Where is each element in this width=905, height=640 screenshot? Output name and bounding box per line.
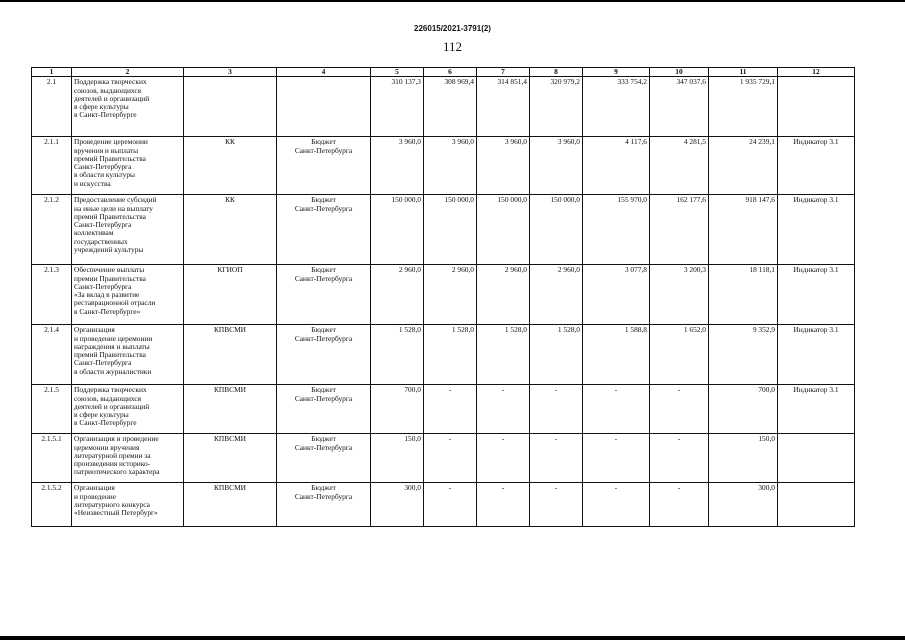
value-col-8: 2 960,0: [530, 265, 583, 325]
page-number: 112: [442, 39, 463, 54]
table-row: [32, 195, 855, 265]
column-header-9: 9: [583, 68, 650, 77]
value-col-7: 1 528,0: [477, 325, 530, 385]
value-col-11: 918 147,6: [709, 195, 778, 265]
value-col-7: 150 000,0: [477, 195, 530, 265]
value-col-7: 3 960,0: [477, 137, 530, 195]
indicator: Индикатор 3.1: [778, 265, 855, 325]
value-col-7: -: [477, 385, 530, 434]
value-col-11: 1 935 729,1: [709, 77, 778, 137]
value-col-5: 2 960,0: [371, 265, 424, 325]
value-col-6: 150 000,0: [424, 195, 477, 265]
event-name: Проведение церемонии вручения и выплаты премий Правительства Санкт-Петербурга в области культуры и искусства: [72, 137, 184, 195]
value-col-8: 1 528,0: [530, 325, 583, 385]
executor: КПВСМИ: [184, 483, 277, 527]
column-header-7: 7: [477, 68, 530, 77]
value-col-10: 347 037,6: [650, 77, 709, 137]
value-col-7: -: [477, 483, 530, 527]
value-col-6: -: [424, 385, 477, 434]
value-col-5: 3 960,0: [371, 137, 424, 195]
funding-source: Бюджет Санкт-Петербурга: [277, 434, 371, 483]
row-number: 2.1: [32, 77, 72, 137]
value-col-10: -: [650, 434, 709, 483]
column-header-6: 6: [424, 68, 477, 77]
value-col-9: 155 970,0: [583, 195, 650, 265]
column-header-5: 5: [371, 68, 424, 77]
value-col-5: 1 528,0: [371, 325, 424, 385]
column-header-12: 12: [778, 68, 855, 77]
table-row: [32, 434, 855, 483]
event-name: Поддержка творческих союзов, выдающихся деятелей и организаций в сфере культуры в Санкт-Петербурге: [72, 385, 184, 434]
scan-top-edge: [0, 0, 905, 2]
value-col-10: 1 652,0: [650, 325, 709, 385]
column-header-3: 3: [184, 68, 277, 77]
value-col-5: 150,0: [371, 434, 424, 483]
table-row: [32, 265, 855, 325]
indicator: [778, 483, 855, 527]
funding-source: Бюджет Санкт-Петербурга: [277, 325, 371, 385]
row-number: 2.1.3: [32, 265, 72, 325]
value-col-9: -: [583, 434, 650, 483]
funding-source: Бюджет Санкт-Петербурга: [277, 265, 371, 325]
event-name: Предоставление субсидий на иные цели на выплату премий Правительства Санкт-Петербурга коллективам государственных учреждений культуры: [72, 195, 184, 265]
value-col-5: 300,0: [371, 483, 424, 527]
funding-source: Бюджет Санкт-Петербурга: [277, 195, 371, 265]
value-col-9: 4 117,6: [583, 137, 650, 195]
scan-bottom-edge: [0, 636, 905, 640]
value-col-5: 700,0: [371, 385, 424, 434]
column-header-10: 10: [650, 68, 709, 77]
value-col-9: -: [583, 385, 650, 434]
value-col-11: 150,0: [709, 434, 778, 483]
row-number: 2.1.1: [32, 137, 72, 195]
event-name: Организация и проведение церемонии награждения и выплаты премий Правительства Санкт-Петербурга в области журналистики: [72, 325, 184, 385]
event-name: Организация и проведение церемонии вручения литературной премии за произведения историко- патриотического характера: [72, 434, 184, 483]
executor: [184, 77, 277, 137]
funding-source: Бюджет Санкт-Петербурга: [277, 137, 371, 195]
indicator: [778, 434, 855, 483]
value-col-11: 24 239,1: [709, 137, 778, 195]
value-col-6: 308 969,4: [424, 77, 477, 137]
value-col-5: 310 137,3: [371, 77, 424, 137]
event-name: Поддержка творческих союзов, выдающихся деятелей и организаций в сфере культуры в Санкт-Петербурге: [72, 77, 184, 137]
executor: КПВСМИ: [184, 325, 277, 385]
column-header-11: 11: [709, 68, 778, 77]
value-col-9: 3 077,8: [583, 265, 650, 325]
document-number: 226015/2021-3791(2): [414, 24, 491, 33]
value-col-11: 300,0: [709, 483, 778, 527]
value-col-7: 314 851,4: [477, 77, 530, 137]
indicator: [778, 77, 855, 137]
value-col-7: -: [477, 434, 530, 483]
table-row: [32, 325, 855, 385]
value-col-7: 2 960,0: [477, 265, 530, 325]
value-col-10: 4 281,5: [650, 137, 709, 195]
value-col-11: 700,0: [709, 385, 778, 434]
value-col-10: 162 177,6: [650, 195, 709, 265]
column-header-4: 4: [277, 68, 371, 77]
value-col-8: 150 000,0: [530, 195, 583, 265]
table-row: [32, 77, 855, 137]
indicator: Индикатор 3.1: [778, 195, 855, 265]
table-row: [32, 385, 855, 434]
value-col-9: 333 754,2: [583, 77, 650, 137]
value-col-11: 18 118,1: [709, 265, 778, 325]
row-number: 2.1.4: [32, 325, 72, 385]
value-col-8: 3 960,0: [530, 137, 583, 195]
indicator: Индикатор 3.1: [778, 385, 855, 434]
row-number: 2.1.2: [32, 195, 72, 265]
column-header-1: 1: [32, 68, 72, 77]
indicator: Индикатор 3.1: [778, 137, 855, 195]
program-table: [31, 67, 855, 527]
executor: КК: [184, 137, 277, 195]
value-col-6: 2 960,0: [424, 265, 477, 325]
value-col-6: 3 960,0: [424, 137, 477, 195]
indicator: Индикатор 3.1: [778, 325, 855, 385]
value-col-6: -: [424, 483, 477, 527]
executor: КПВСМИ: [184, 434, 277, 483]
executor: КГИОП: [184, 265, 277, 325]
event-name: Обеспечение выплаты премии Правительства Санкт-Петербурга «За вклад в развитие реставрационной отрасли в Санкт-Петербурге»: [72, 265, 184, 325]
value-col-8: 320 979,2: [530, 77, 583, 137]
funding-source: [277, 77, 371, 137]
value-col-6: -: [424, 434, 477, 483]
value-col-6: 1 528,0: [424, 325, 477, 385]
column-header-8: 8: [530, 68, 583, 77]
column-header-2: 2: [72, 68, 184, 77]
value-col-10: -: [650, 483, 709, 527]
value-col-11: 9 352,9: [709, 325, 778, 385]
executor: КПВСМИ: [184, 385, 277, 434]
value-col-9: -: [583, 483, 650, 527]
value-col-8: -: [530, 385, 583, 434]
executor: КК: [184, 195, 277, 265]
row-number: 2.1.5: [32, 385, 72, 434]
row-number: 2.1.5.1: [32, 434, 72, 483]
header-row: [32, 68, 855, 77]
value-col-8: -: [530, 434, 583, 483]
table-row: [32, 483, 855, 527]
event-name: Организация и проведение литературного конкурса «Неизвестный Петербург»: [72, 483, 184, 527]
table-row: [32, 137, 855, 195]
value-col-8: -: [530, 483, 583, 527]
value-col-9: 1 588,8: [583, 325, 650, 385]
funding-source: Бюджет Санкт-Петербурга: [277, 385, 371, 434]
value-col-10: 3 200,3: [650, 265, 709, 325]
value-col-10: -: [650, 385, 709, 434]
funding-source: Бюджет Санкт-Петербурга: [277, 483, 371, 527]
row-number: 2.1.5.2: [32, 483, 72, 527]
value-col-5: 150 000,0: [371, 195, 424, 265]
